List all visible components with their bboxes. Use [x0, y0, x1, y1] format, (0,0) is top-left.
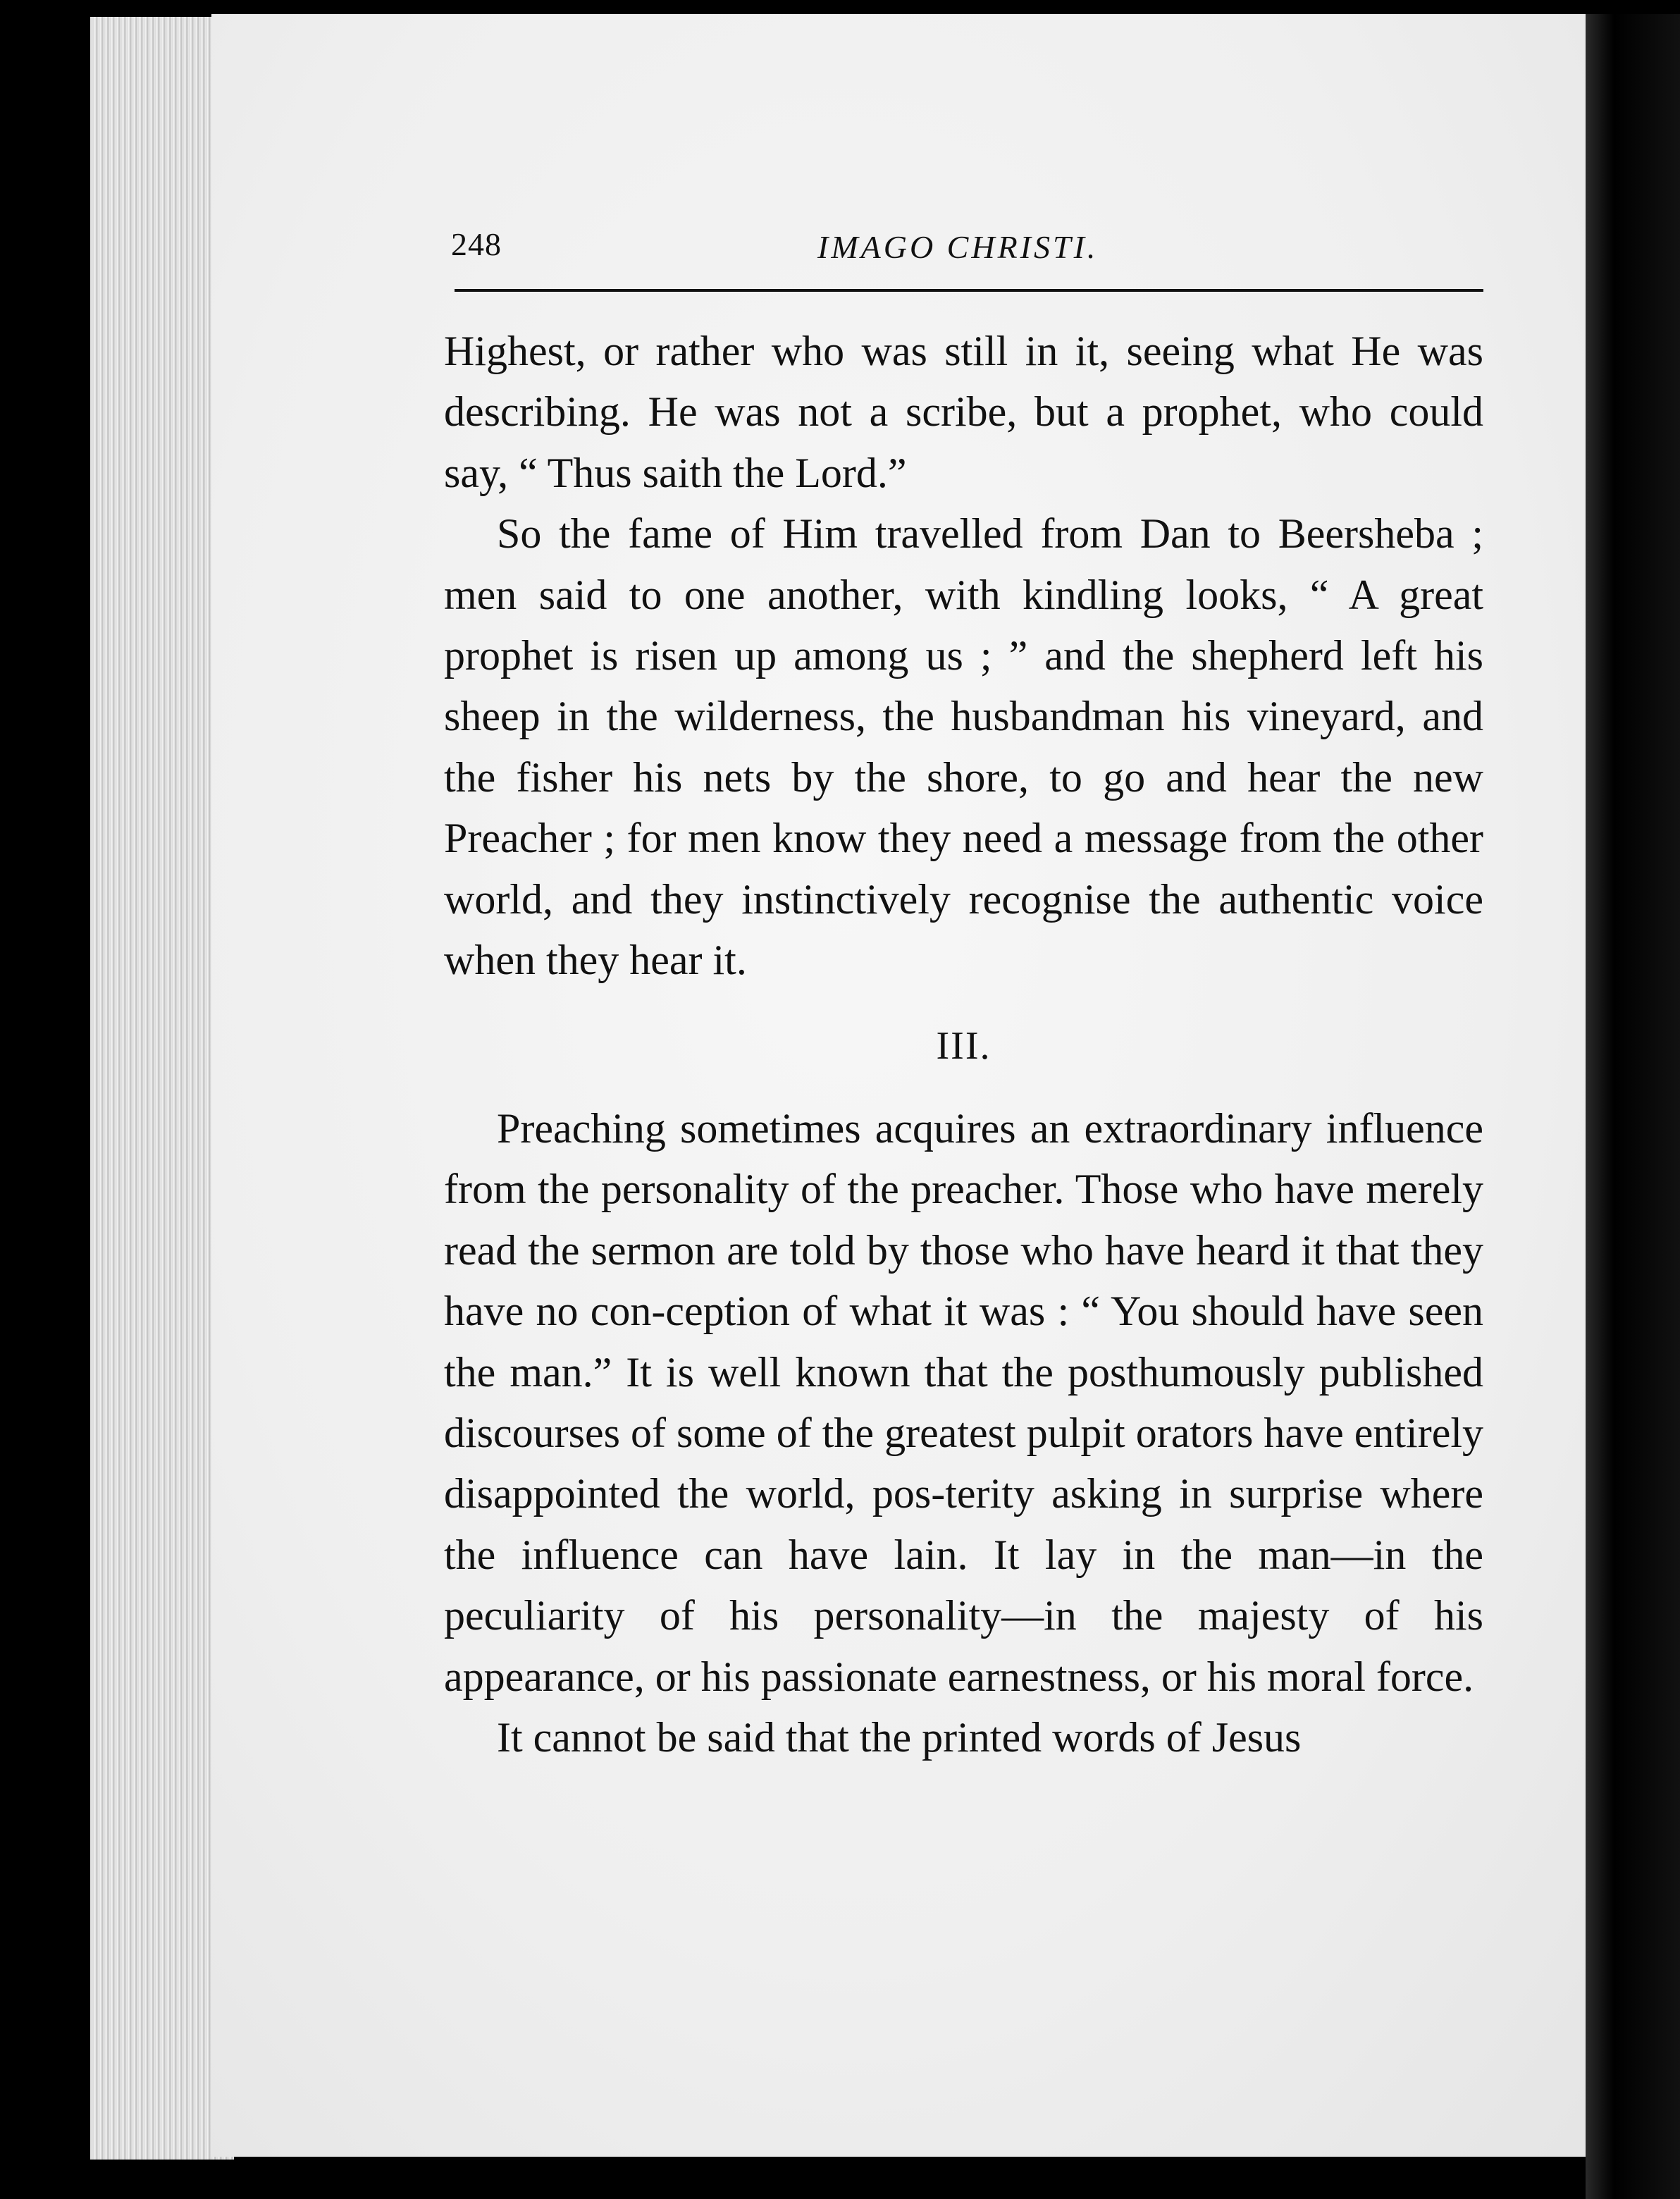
- paragraph-continued: Highest, or rather who was still in it, seeing what He was describing. He was not a scribe, but a prophet, who could say, “ Thus saith the Lord.”: [444, 328, 1483, 496]
- header-rule: [455, 289, 1483, 292]
- gutter-shadow: [1586, 14, 1680, 2199]
- section-heading: III.: [936, 1024, 992, 1068]
- paragraph-fame: So the fame of Him travelled from Dan to Beersheba ; men said to one another, with kindling looks, “ A great prophet is risen up among us ; ” and the shepherd left his sheep in the wilderness, the husbandman his vineyard, and the fisher his nets by the shore, to go and hear the new Preacher ; for men know they need a message from the other world, and they instinctively recognise the authentic voice when they hear it.: [444, 510, 1483, 984]
- running-title: IMAGO CHRISTI.: [817, 229, 1099, 265]
- page-number: 248: [451, 226, 502, 262]
- running-head: [451, 226, 1487, 282]
- page-body: [444, 321, 1483, 1768]
- paragraph-printed-words: It cannot be said that the printed words of Jesus: [497, 1713, 1302, 1761]
- paragraph-preaching: Preaching sometimes acquires an extraordinary influence from the personality of the preacher. Those who have merely read the sermon are told by those who have heard it that they have no con-ception of what it was : “ You should have seen the man.” It is well known that the posthumously published discourses of some of the greatest pulpit orators have entirely disappointed the world, pos-terity asking in surprise where the influence can have lain. It lay in the man—in the peculiarity of his personality—in the majesty of his appearance, or his passionate earnestness, or his moral force.: [444, 1104, 1483, 1700]
